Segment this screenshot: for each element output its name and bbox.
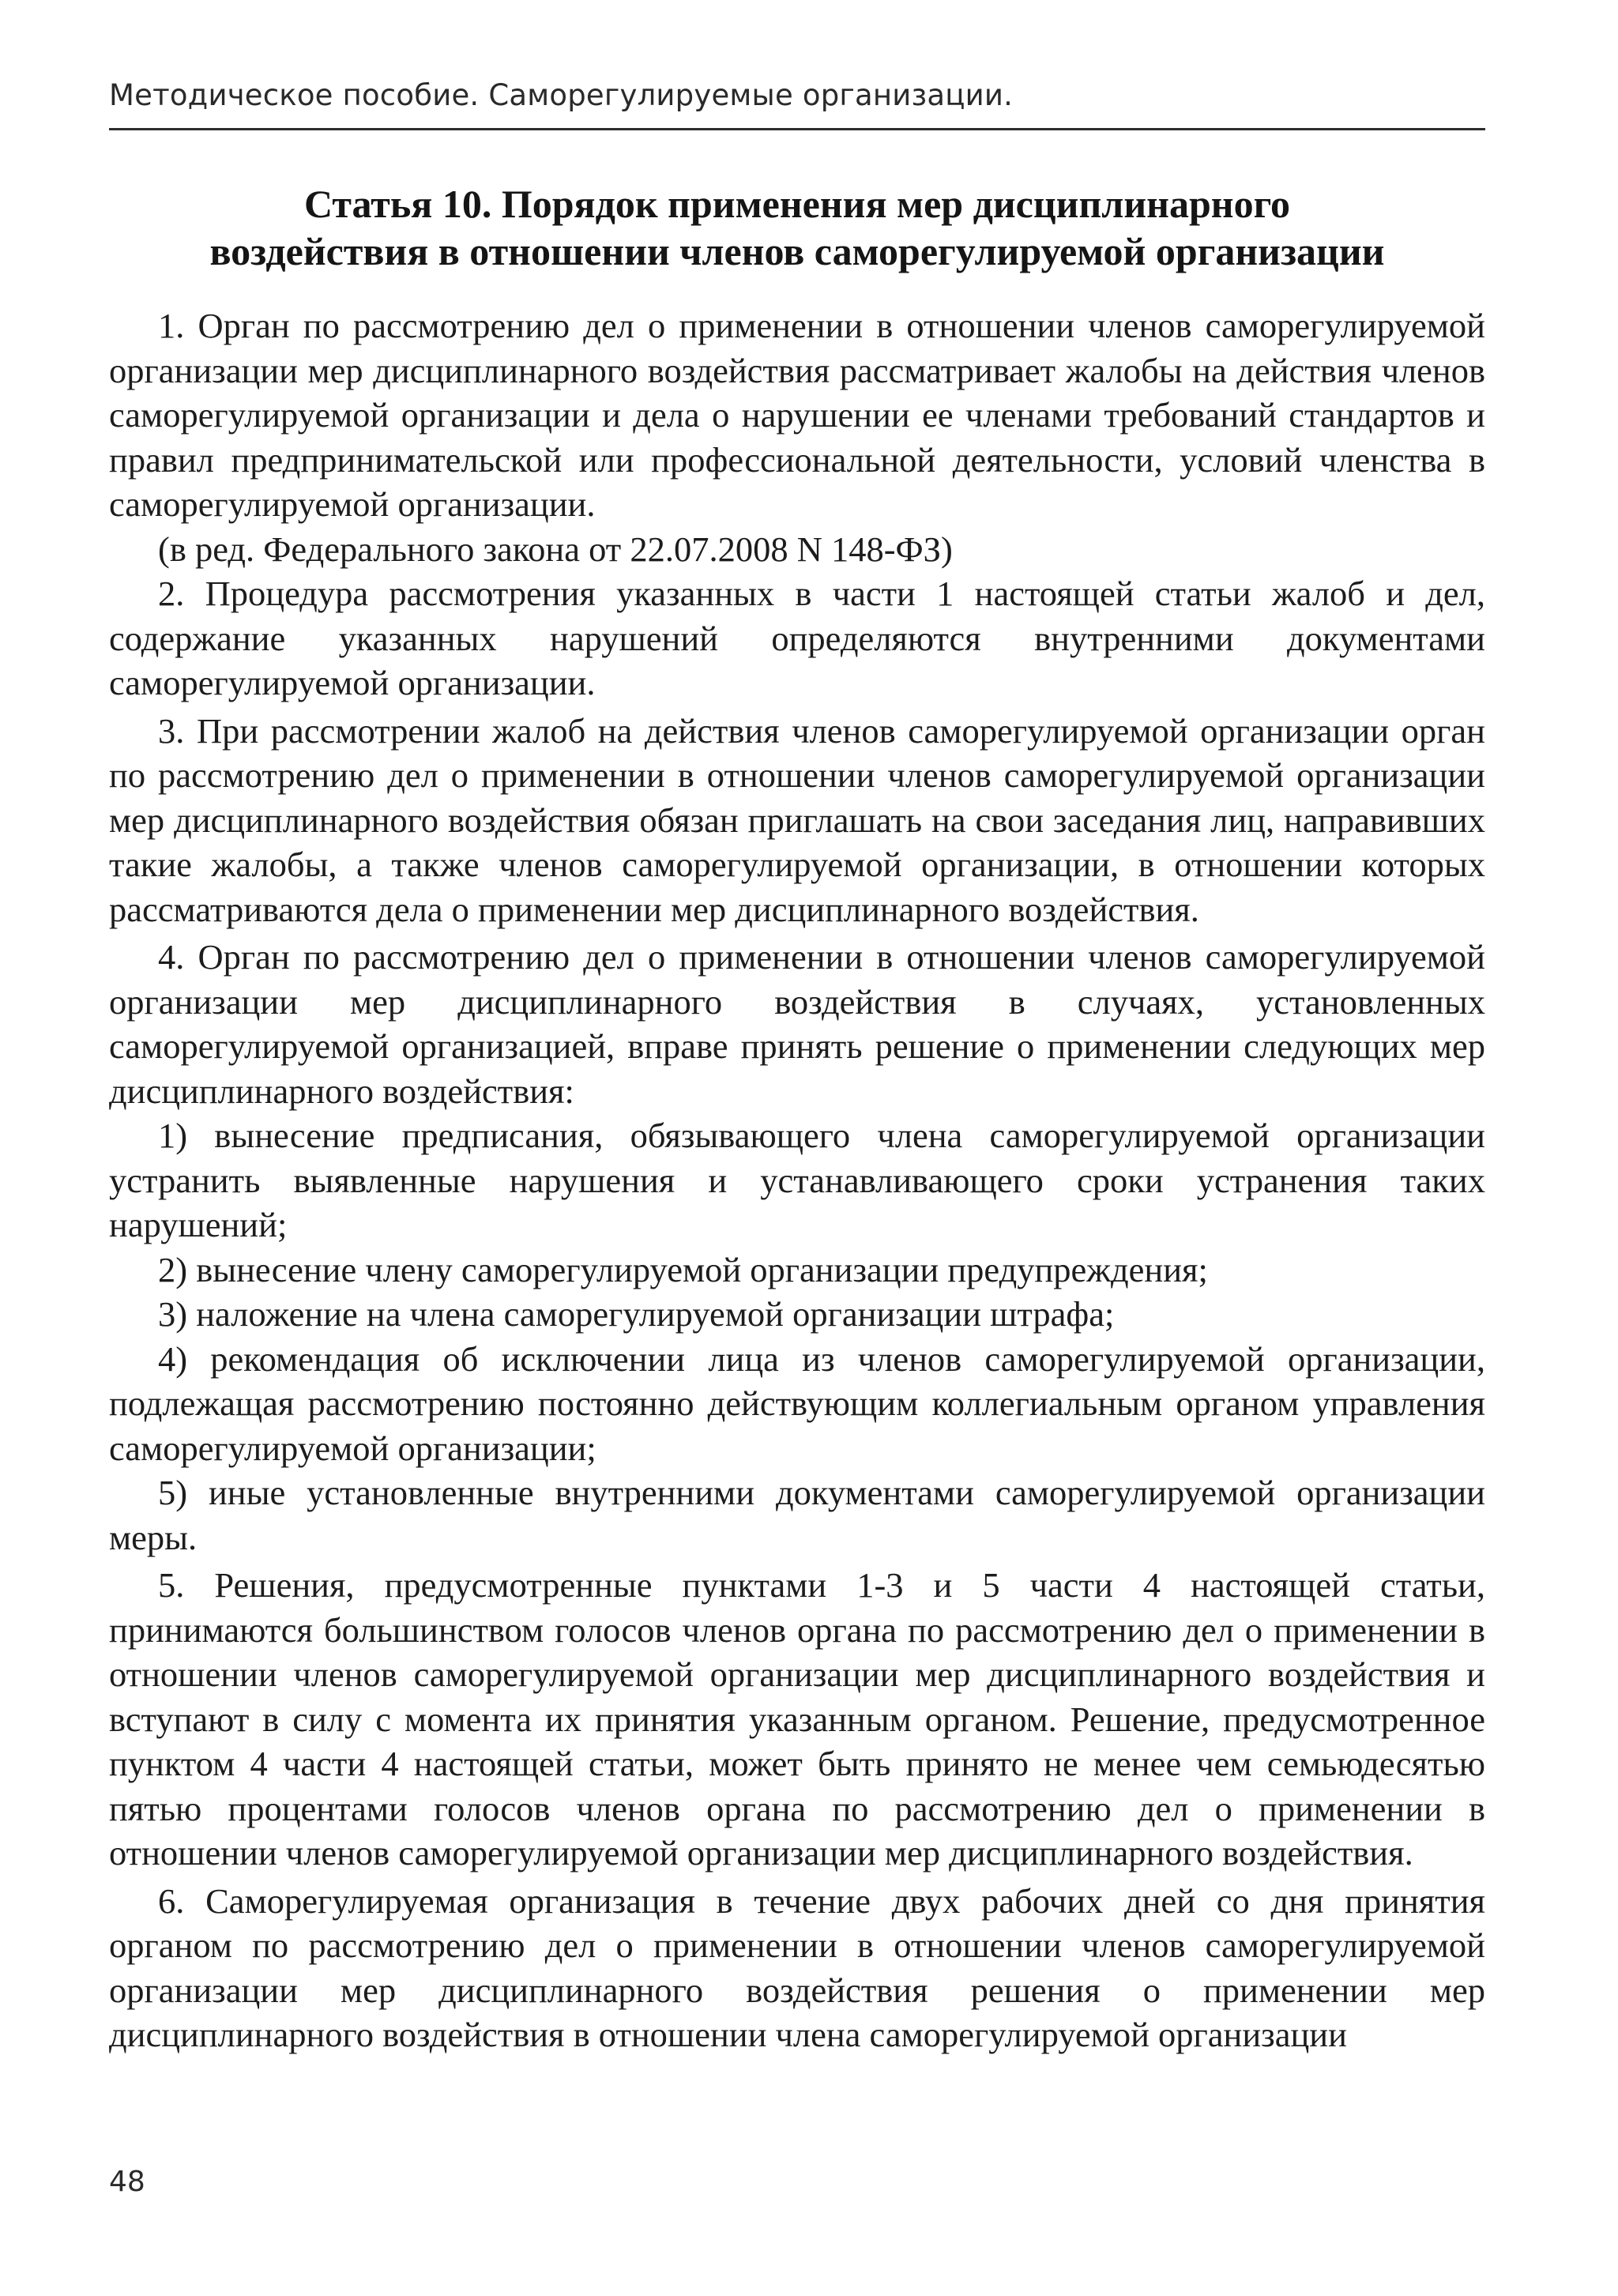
running-header-title: Методическое пособие. Саморегулируемые организации. xyxy=(109,78,1014,112)
article-title xyxy=(109,180,1485,275)
paragraph-part-1: 1. Орган по рассмотрению дел о применении в отношении членов саморегулируемой организации мер дисциплинарного воздействия рассматривает жалобы на действия членов саморегулируемой организации и дела о нарушении ее членами требований стандартов и правил предпринимательской или профессиональной деятельности, условий членства в саморегулируемой организации. xyxy=(109,306,1485,524)
article-body xyxy=(109,303,1485,2057)
running-header xyxy=(109,76,1485,130)
paragraph-amendment-note: (в ред. Федерального закона от 22.07.2008 N 148-ФЗ) xyxy=(158,529,953,569)
paragraph-part-3: 3. При рассмотрении жалоб на действия членов саморегулируемой организации орган по рассмотрению дел о применении в отношении членов саморегулируемой организации мер дисциплинарного воздействия обязан приглашать на свои заседания лиц, направивших такие жалобы, а также членов саморегулируемой организации, в отношении которых рассматриваются дела о применении мер дисциплинарного воздействия. xyxy=(109,710,1485,929)
list-item-measure-2: 2) вынесение члену саморегулируемой организации предупреждения; xyxy=(158,1249,1208,1289)
paragraph-part-5: 5. Решения, предусмотренные пунктами 1-3 и 5 части 4 настоящей статьи, принимаются большинством голосов членов органа по рассмотрению дел о применении в отношении членов саморегулируемой организации мер дисциплинарного воздействия и вступают в силу с момента их принятия указанным органом. Решение, предусмотренное пунктом 4 части 4 настоящей статьи, может быть принято не менее чем семьюдесятью пятью процентами голосов членов органа по рассмотрению дел о применении в отношении членов саморегулируемой организации мер дисциплинарного воздействия. xyxy=(109,1565,1485,1873)
article-title-line-1: Статья 10. Порядок применения мер дисциплинарного xyxy=(303,182,1291,226)
list-item-measure-1: 1) вынесение предписания, обязывающего члена саморегулируемой организации устранить выявленные нарушения и устанавливающего сроки устранения таких нарушений; xyxy=(109,1116,1485,1244)
list-item-measure-4: 4) рекомендация об исключении лица из членов саморегулируемой организации, подлежащая рассмотрению постоянно действующим коллегиальным органом управления саморегулируемой организации; xyxy=(109,1338,1485,1468)
article-title-line-2: воздействия в отношении членов саморегулируемой организации xyxy=(209,229,1385,273)
paragraph-part-6: 6. Саморегулируемая организация в течение двух рабочих дней со дня принятия органом по рассмотрению дел о применении в отношении членов саморегулируемой организации мер дисциплинарного воздействия решения о применении мер дисциплинарного воздействия в отношении члена саморегулируемой организации xyxy=(109,1880,1485,2054)
list-item-measure-5: 5) иные установленные внутренними документами саморегулируемой организации меры. xyxy=(109,1473,1485,1557)
paragraph-part-4: 4. Орган по рассмотрению дел о применении в отношении членов саморегулируемой организации мер дисциплинарного воздействия в случаях, установленных саморегулируемой организацией, вправе принять решение о применении следующих мер дисциплинарного воздействия: xyxy=(109,937,1485,1111)
page-number: 48 xyxy=(109,2166,145,2198)
list-item-measure-3: 3) наложение на члена саморегулируемой организации штрафа; xyxy=(158,1294,1115,1334)
paragraph-part-2: 2. Процедура рассмотрения указанных в части 1 настоящей статьи жалоб и дел, содержание указанных нарушений определяются внутренними документами саморегулируемой организации. xyxy=(109,574,1485,702)
